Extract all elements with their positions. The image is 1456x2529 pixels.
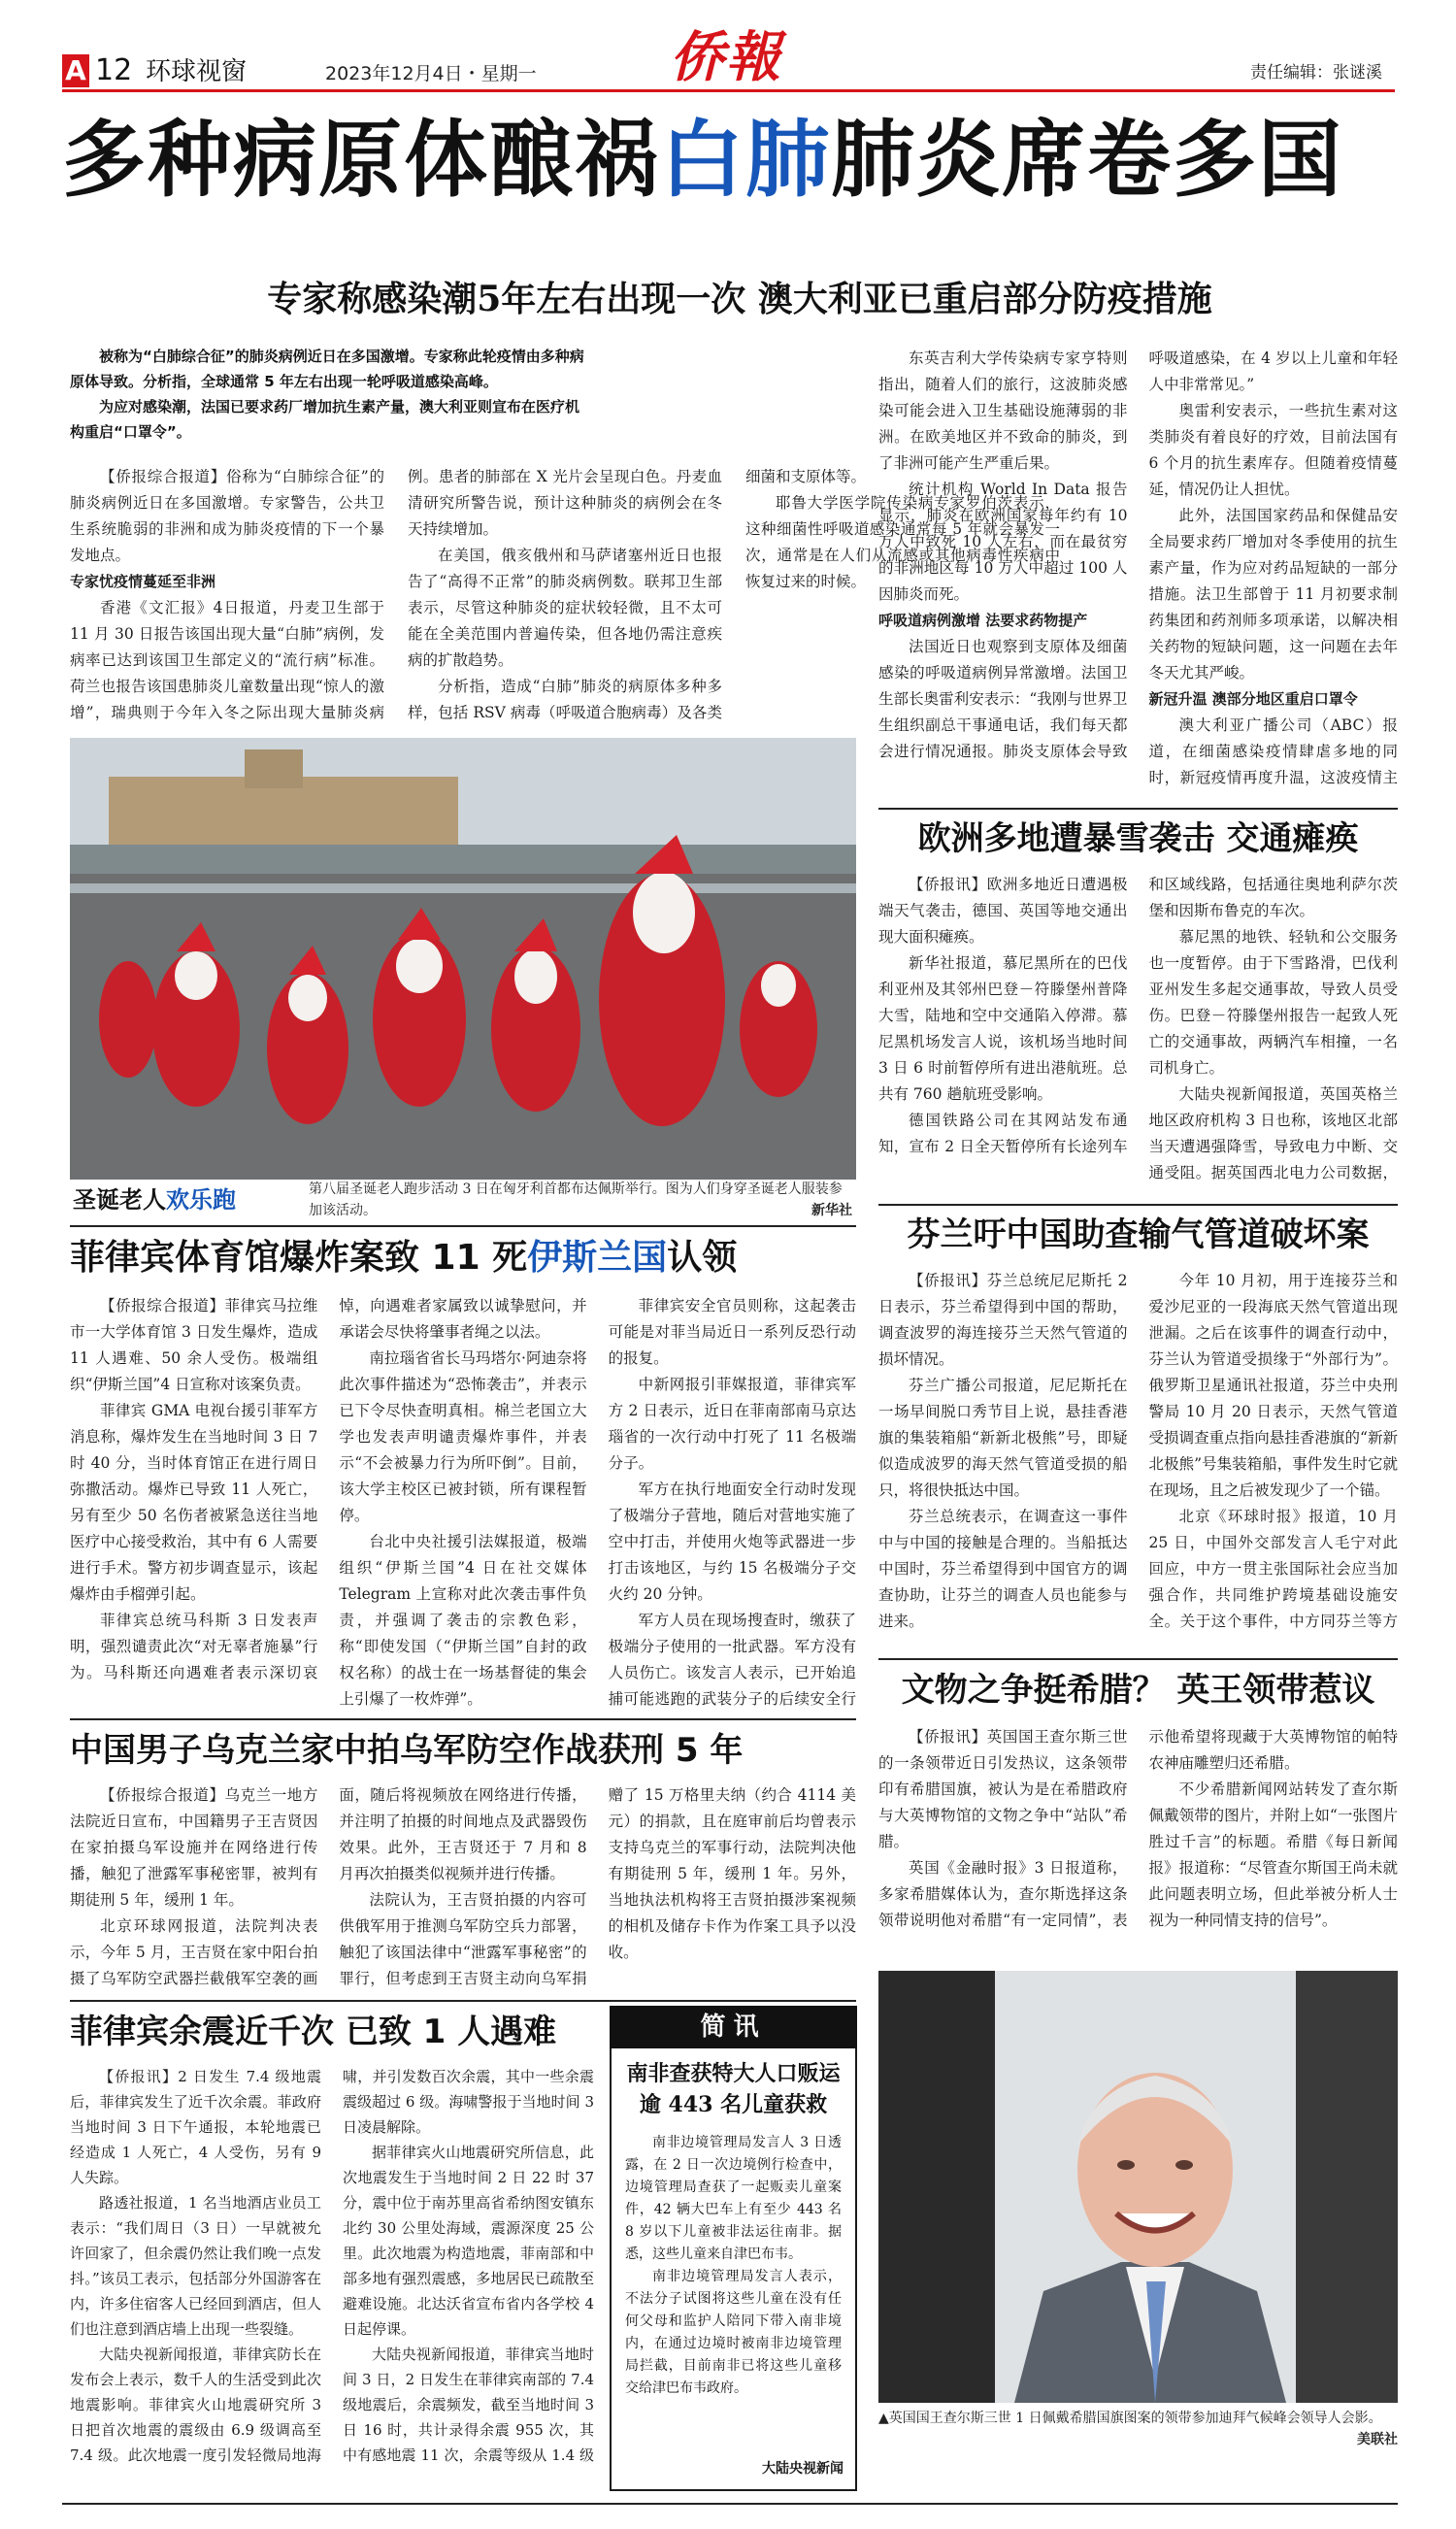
blast-headline (70, 1231, 856, 1285)
paragraph: 大陆央视新闻报道，菲律宾防长在发布会上表示，数千人的生活受到此次地震影响。菲律宾火山地震研究所 3 日把首次地震的震级由 6.9 级调高至 7.4 级。此次地震一度引发轻微局地海啸，并引发数百次余震，其中一些余震震级超过 6 级。海啸警报于当地时间 3 日凌晨解除。 (70, 2068, 594, 2464)
paragraph: 台北中央社援引法媒报道，极端组织“伊斯兰国”4 日在社交媒体 Telegram 上宣称对此次袭击事件负责，并强调了袭击的宗教色彩，称“即使发国（“伊斯兰国”自封的政权名称）的战士在一场基督徒的集会上引爆了一枚炸弹”。 (339, 1533, 587, 1708)
brief-box (610, 2006, 857, 2491)
paragraph: 德国铁路公司在其网站发布通知，宣布 2 日全天暂停所有长途列车和区域线路，包括通往奥地利萨尔茨堡和因斯布鲁克的车次。 (878, 876, 1398, 1155)
editor-credit: 责任编辑：张谜溪 (1250, 63, 1382, 83)
paragraph: 统计机构 World In Data 报告显示，肺炎在欧洲国家每年约有 10 万人中致死 10 人左右，而在最贫穷的非洲地区每 10 万人中超过 100 人因肺炎而死。 (878, 481, 1128, 603)
lead-summary-p2: 为应对感染潮，法国已要求药厂增加抗生素产量，澳大利亚则宣布在医疗机构重启“口罩令”。 (70, 398, 580, 441)
lead-headline (62, 107, 1402, 214)
issue-date: 2023年12月4日・星期一 (325, 63, 537, 84)
paragraph: 法国近日也观察到支原体及细菌感染的呼吸道病例异常激增。法国卫生部长奥雷利安表示：“我刚与世界卫生组织副总干事通电话，我们每天都会进行情况通报。肺炎支原体会导致呼吸道感染，在 4 岁以上儿童和年轻人中非常常见。” (878, 349, 1398, 760)
lead-headline-part1: 多种病原体酿祸 (62, 112, 660, 209)
paragraph: 军方人员在现场搜查时，缴获了极端分子使用的一批武器。军方没有人员伤亡。该发言人表示，已开始追捕可能逃跑的武装分子的后续安全行 (608, 1612, 856, 1708)
blast-headline-highlight: 伊斯兰国 (527, 1238, 668, 1278)
marbles-headline: 文物之争挺希腊？ 英王领带惹议 (901, 1671, 1375, 1710)
paragraph: 澳大利亚广播公司（ABC）报道，在细菌感染疫情肆虐多地的同时，新冠疫情再度升温，这波疫情主 (1148, 716, 1398, 786)
brief-credit: 大陆央视新闻 (762, 2461, 844, 2477)
section-name: 环球视窗 (146, 57, 248, 86)
marbles-body (878, 1724, 1398, 1965)
finland-body (878, 1268, 1398, 1652)
lead-summary-p1: 被称为“白肺综合征”的肺炎病例近日在多国激增。专家称此轮疫情由多种病原体导致。分析指，全球通常 5 年左右出现一轮呼吸道感染高峰。 (70, 348, 584, 390)
marbles-top-rule (878, 1658, 1398, 1660)
brief-body (625, 2132, 842, 2452)
santa-run-photo (70, 738, 856, 1180)
paragraph: 【侨报综合报道】俗称为“白肺综合征”的肺炎病例近日在多国激增。专家警告，公共卫生系统脆弱的非洲和成为肺炎疫情的下一个暴发地点。 (70, 468, 384, 564)
page-header (49, 25, 1407, 89)
ukraine-body (70, 1782, 856, 1992)
section-badge: A (62, 54, 89, 87)
king-charles-credit: 美联社 (1357, 2432, 1398, 2447)
king-charles-photo (878, 1971, 1398, 2403)
santa-run-title-highlight: 欢乐跑 (166, 1185, 236, 1214)
paragraph: 香港《文汇报》4日报道，丹麦卫生部于 11 月 30 日报告该国出现大量“白肺”病例，发病率已达到该国卫生部定义的“流行病”标准。荷兰也报告该国患肺炎儿童数量出现“惊人的激增”，瑞典则于今年入冬之际出现大量肺炎病例。患者的肺部在 X 光片会呈现白色。丹麦血清研究所警告说，预计这种肺炎的病例会在冬天持续增加。 (70, 468, 722, 721)
paragraph: 新华社报道，慕尼黑所在的巴伐利亚州及其邻州巴登－符滕堡州普降大雪，陆地和空中交通陷入停滞。慕尼黑机场发言人说，该机场当地时间 3 日 6 时前暂停所有进出港航班。总共有 760 趟航班受影响。 (878, 954, 1128, 1103)
masthead-logo: 侨報 (670, 25, 782, 89)
finland-headline: 芬兰吁中国助查输气管道破坏案 (907, 1215, 1370, 1254)
paragraph: 大陆央视新闻报道，菲律宾当地时间 3 日，2 日发生在菲律宾南部的 7.4 级地震后，余震频发，截至当地时间 3 日 16 时，共计录得余震 955 次，其中有感地震 11 次，余震等级从 1.4 级 (343, 2346, 594, 2464)
paragraph: 耶鲁大学医学院传染病专家罗伯茨表示，这种细菌性呼吸道感染通常每 5 年就会暴发一次，通常是在人们从流感或其他病毒性疾病中恢复过来的时候。 (745, 494, 1060, 590)
paragraph: 此外，法国国家药品和保健品安全局要求药厂增加对冬季使用的抗生素产量，作为应对药品短缺的一部分措施。法卫生部曾于 11 月初要求制药集团和药剂师多项承诺，以解决相关药物的短缺问题，这一问题在去年冬天尤其严峻。 (1148, 507, 1398, 682)
paragraph: 慕尼黑的地铁、轻轨和公交服务也一度暂停。由于下雪路滑，巴伐利亚州发生多起交通事故，导致人员受伤。巴登－符滕堡州报告一起致人死亡的交通事故，两辆汽车相撞，一名司机身亡。 (1148, 928, 1398, 1077)
header-rule (62, 89, 1395, 92)
page-number: 12 (95, 53, 133, 87)
lead-subhead: 专家称感染潮5年左右出现一次 澳大利亚已重启部分防疫措施 (267, 279, 1212, 319)
paragraph: 英国《金融时报》3 日报道称，多家希腊媒体认为，查尔斯选择这条领带说明他对希腊“有一定同情”，表示他希望将现藏于大英博物馆的帕特农神庙雕塑归还希腊。 (878, 1728, 1398, 1929)
subheading: 新冠升温 澳部分地区重启口罩令 (1148, 690, 1358, 708)
paragraph: 菲律宾总统马科斯 3 日发表声明，强烈谴责此次“对无辜者施暴”行为。马科斯还向遇难者表示深切哀悼，向遇难者家属致以诚挚慰问，并承诺会尽快将肇事者绳之以法。 (70, 1297, 587, 1681)
lead-headline-highlight: 白肺 (660, 112, 831, 209)
quake-headline: 菲律宾余震近千次 已致 1 人遇难 (70, 2013, 557, 2051)
quake-body (70, 2064, 594, 2487)
paragraph: 北京环球网报道，法院判决表示，今年 5 月，王吉贤在家中阳台拍摄了乌军防空武器拦截俄军空袭的画面，随后将视频放在网络进行传播，并注明了拍摄的时间地点及武器毁伤效果。此外，王吉贤还于 7 月和 8 月再次拍摄类似视频并进行传播。 (70, 1786, 587, 1987)
europe-headline: 欧洲多地遭暴雪袭击 交通瘫痪 (917, 819, 1359, 858)
blast-body (70, 1293, 856, 1713)
paragraph: 不少希腊新闻网站转发了查尔斯佩戴领带的图片，并附上如“一张图片胜过千言”的标题。希腊《每日新闻报》报道称：“尽管查尔斯国王尚未就此问题表明立场，但此举被分析人士视为一种同情支持的信号”。 (1148, 1780, 1398, 1929)
paragraph: 军方在执行地面安全行动时发现了极端分子营地，随后对营地实施了空中打击，并使用火炮等武器进一步打击该地区，与约 15 名极端分子交火约 20 分钟。 (608, 1481, 856, 1603)
paragraph: 【侨报讯】英国国王查尔斯三世的一条领带近日引发热议，这条领带印有希腊国旗，被认为是在希腊政府与大英博物馆的文物之争中“站队”希腊。 (878, 1728, 1128, 1850)
footer-rule (62, 2503, 1398, 2505)
santa-run-title-part1: 圣诞老人 (73, 1185, 166, 1214)
blast-headline-part1: 菲律宾体育馆爆炸案致 11 死 (70, 1238, 528, 1278)
santa-run-caption (309, 1179, 852, 1221)
paragraph: 【侨报讯】2 日发生 7.4 级地震后，菲律宾发生了近千次余震。菲政府当地时间 3 日下午通报，本轮地震已经造成 1 人死亡，4 人受伤，另有 9 人失踪。 (70, 2068, 321, 2186)
paragraph: 在美国，俄亥俄州和马萨诸塞州近日也报告了“高得不正常”的肺炎病例数。联邦卫生部表示，尽管这种肺炎的症状较轻微，且不太可能在全美范围内普遍传染，但各地仍需注意疾病的扩散趋势。 (408, 547, 722, 669)
paragraph: 法院认为，王吉贤拍摄的内容可供俄军用于推测乌军防空兵力部署，触犯了该国法律中“泄露军事秘密”的罪行，但考虑到王吉贤主动向乌军捐赠了 15 万格里夫纳（约合 4114 美元）的捐款，且在庭审前后均曾表示支持乌克兰的军事行动，法院判决他有期徒刑 5 年，缓刑 1 年。另外，当地执法机构将王吉贤拍摄涉案视频的相机及储存卡作为作案工具予以没收。 (339, 1786, 856, 1987)
paragraph: 【侨报综合报道】乌克兰一地方法院近日宣布，中国籍男子王吉贤因在家拍摄乌军设施并在网络进行传播，触犯了泄露军事秘密罪，被判有期徒刑 5 年，缓刑 1 年。 (70, 1786, 318, 1909)
king-charles-illustration (878, 1971, 1398, 2403)
lead-headline-part2: 肺炎席卷多国 (831, 112, 1343, 209)
paragraph: 芬兰总统表示，在调查这一事件中与中国的接触是合理的。当船抵达中国时，芬兰希望得到中国官方的调查协助，让芬兰的调查人员也能参与进来。 (878, 1508, 1128, 1630)
king-charles-caption-text: ▲英国国王查尔斯三世 1 日佩戴希腊国旗图案的领带参加迪拜气候峰会领导人会影。 (878, 2411, 1382, 2426)
lead-summary (70, 344, 590, 445)
santa-run-caption-text: 第八届圣诞老人跑步活动 3 日在匈牙利首都布达佩斯举行。图为人们身穿圣诞老人服装参加该活动。 (309, 1181, 843, 1218)
santa-run-illustration (70, 738, 856, 1180)
paragraph: 南非边境管理局发言人 3 日透露，在 2 日一次边境例行检查中，边境管理局查获了一起贩卖儿童案件，42 辆大巴车上有至少 443 名 8 岁以下儿童被非法运往南非。据悉，这些儿童来自津巴布韦。 (625, 2135, 842, 2262)
subheading: 呼吸道病例激增 法要求药物提产 (878, 612, 1088, 629)
paragraph: 东英吉利大学传染病专家亨特则指出，随着人们的旅行，这波肺炎感染可能会进入卫生基础设施薄弱的非洲。在欧美地区并不致命的肺炎，到了非洲可能产生严重后果。 (878, 349, 1128, 472)
paragraph: 菲律宾安全官员则称，这起袭击可能是对菲当局近日一系列反恐行动的报复。 (608, 1297, 856, 1367)
santa-run-title (73, 1184, 236, 1215)
paragraph: 【侨报讯】芬兰总统尼尼斯托 2 日表示，芬兰希望得到中国的帮助，调查波罗的海连接芬兰天然气管道的损坏情况。 (878, 1272, 1128, 1368)
finland-top-rule (878, 1204, 1398, 1206)
paragraph: 南拉瑙省省长马玛塔尔·阿迪奈将此次事件描述为“恐怖袭击”，并表示已下令尽快查明真相。棉兰老国立大学也发表声明谴责爆炸事件，并表示“不会被暴力行为所吓倒”。目前，该大学主校区已被封锁，所有课程暂停。 (339, 1349, 587, 1524)
blast-headline-part2: 认领 (667, 1238, 738, 1278)
paragraph: 奥雷利安表示，一些抗生素对这类肺炎有着良好的疗效，目前法国有 6 个月的抗生素库存。但随着疫情蔓延，情况仍让人担忧。 (1148, 402, 1398, 498)
ukraine-top-rule (70, 1718, 856, 1720)
paragraph: 大陆央视新闻报道，英国英格兰地区政府机构 3 日也称，该地区北部当天遭遇强降雪，导致电力中断、交通受阻。据英国西北电力公司数据， (1148, 1085, 1398, 1181)
paragraph: 菲律宾 GMA 电视台援引菲军方消息称，爆炸发生在当地时间 3 日 7 时 40 分，当时体育馆正在进行周日弥撒活动。爆炸已导致 11 人死亡，另有至少 50 名伤者被紧急送往当地医疗中心接受救治，其中有 6 人需要进行手术。警方初步调查显示，该起爆炸由手榴弹引起。 (70, 1402, 318, 1603)
paragraph: 【侨报综合报道】菲律宾马拉维市一大学体育馆 3 日发生爆炸，造成 11 人遇难、50 余人受伤。极端组织“伊斯兰国”4 日宣称对该案负责。 (70, 1297, 318, 1393)
lead-body-continued (878, 346, 1398, 802)
paragraph: 今年 10 月初，用于连接芬兰和爱沙尼亚的一段海底天然气管道出现泄漏。之后在该事件的调查行动中，芬兰认为管道受损缘于“外部行为”。俄罗斯卫星通讯社报道，芬兰中央刑警局 10 月 20 日表示，天然气管道受损调查重点指向悬挂香港旗的“新新北极熊”号集装箱船，事件发生时它就在现场，且之后被发现少了一个锚。 (1148, 1272, 1398, 1499)
paragraph: 【侨报讯】欧洲多地近日遭遇极端天气袭击，德国、英国等地交通出现大面积瘫痪。 (878, 876, 1128, 946)
europe-body (878, 872, 1398, 1202)
santa-run-credit: 新华社 (811, 1203, 852, 1218)
quake-top-rule (70, 2000, 856, 2002)
brief-headline: 南非查获特大人口贩运逾 443 名儿童获救 (626, 2061, 841, 2117)
paragraph: 分析指，造成“白肺”肺炎的病原体多种多样，包括 RSV 病毒（呼吸道合胞病毒）及各类细菌和支原体等。 (408, 468, 867, 721)
subheading: 专家忧疫情蔓延至非洲 (70, 573, 216, 590)
ukraine-headline: 中国男子乌克兰家中拍乌军防空作战获刑 5 年 (70, 1731, 744, 1770)
brief-label: 简讯 (610, 2006, 857, 2048)
blast-top-rule (70, 1225, 856, 1227)
king-charles-caption (878, 2408, 1398, 2450)
europe-top-rule (878, 808, 1398, 810)
paragraph: 据菲律宾火山地震研究所信息，此次地震发生于当地时间 2 日 22 时 37 分，震中位于南苏里高省希纳图安镇东北约 30 公里处海域，震源深度 25 公里。此次地震为构造地震，菲南部和中部多地有强烈震感，多地居民已疏散至避难设施。北达沃省宣布省内各学校 4 日起停课。 (343, 2144, 594, 2338)
paragraph: 路透社报道，1 名当地酒店业员工表示：“我们周日（3 日）一早就被允许回家了，但余震仍然让我们晚一点发抖。”该员工表示，包括部分外国游客在内，许多住宿客人已经回到酒店，但人们也注意到酒店墙上出现一些裂缝。 (70, 2194, 321, 2338)
paragraph: 南非边境管理局发言人表示，不法分子试图将这些儿童在没有任何父母和监护人陪同下带入南非境内，在通过边境时被南非边境管理局拦截，目前南非已将这些儿童移交给津巴布韦政府。 (625, 2269, 842, 2396)
paragraph: 北京《环球时报》报道，10 月 25 日，中国外交部发言人毛宁对此回应，中方一贯主张国际社会应当加强合作，共同维护跨境基础设施安全。关于这个事件，中方同芬兰等方 (1148, 1508, 1398, 1630)
paragraph: 中新网报引菲媒报道，菲律宾军方 2 日表示，近日在菲南部南马京达瑙省的一次行动中打死了 11 名极端分子。 (608, 1376, 856, 1472)
paragraph: 芬兰广播公司报道，尼尼斯托在一场早间脱口秀节目上说，悬挂香港旗的集装箱船“新新北极熊”号，即疑似造成波罗的海天然气管道受损的船只，将很快抵达中国。 (878, 1377, 1128, 1499)
